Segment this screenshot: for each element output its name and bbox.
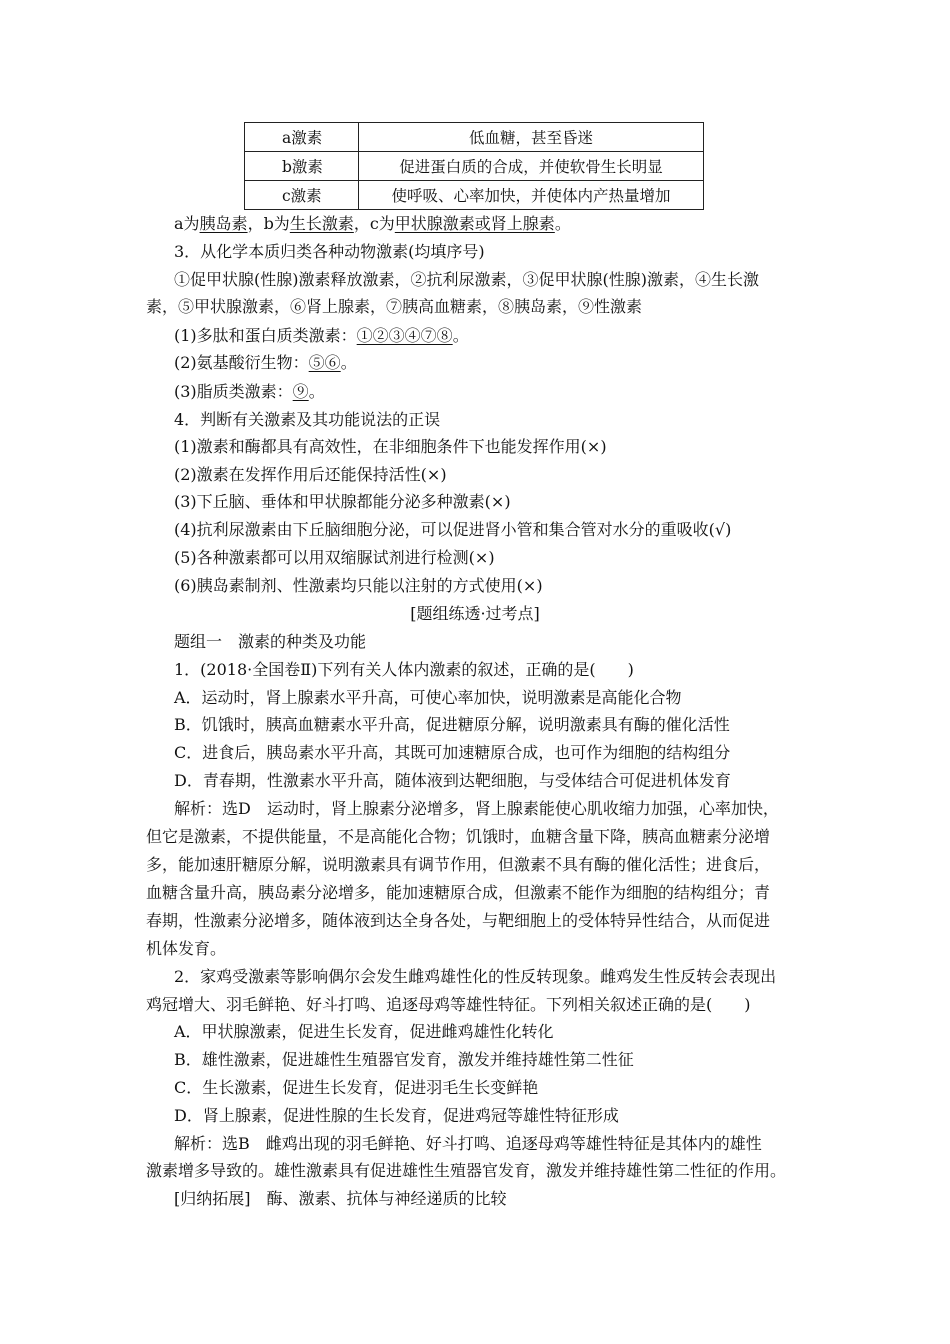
hormone-list-line: ①促甲状腺(性腺)激素释放激素，②抗利尿激素，③促甲状腺(性腺)激素，④生长激 <box>174 270 759 289</box>
summary-heading: [归纳拓展] 酶、激素、抗体与神经递质的比较 <box>174 1189 507 1208</box>
question-stem: 鸡冠增大、羽毛鲜艳、好斗打鸣、追逐母鸡等雄性特征。下列相关叙述正确的是( ) <box>146 995 751 1014</box>
question-label: (1)多肽和蛋白质类激素： <box>174 326 357 345</box>
analysis-line: 解析：选D 运动时，肾上腺素分泌增多，肾上腺素能使心肌收缩力加强，心率加快， <box>174 799 779 818</box>
judgement-item: (3)下丘脑、垂体和甲状腺都能分泌多种激素(×) <box>174 492 511 511</box>
answer-text: ，b为 <box>247 214 290 233</box>
analysis-line: 机体发育。 <box>146 939 227 958</box>
analysis-line: 多，能加速肝糖原分解，说明激素具有调节作用，但激素不具有酶的催化活性；进食后， <box>146 855 771 874</box>
answer-blank: 甲状腺激素或肾上腺素 <box>394 214 555 233</box>
answer-text: a为 <box>174 214 200 233</box>
section3-question <box>174 382 325 402</box>
question-label: (2)氨基酸衍生物： <box>174 353 309 372</box>
judgement-item: (2)激素在发挥作用后还能保持活性(×) <box>174 465 447 484</box>
answer-text: ，c为 <box>353 214 395 233</box>
answer-blank: ①②③④⑦⑧ <box>356 326 453 345</box>
punctuation: 。 <box>452 326 469 345</box>
question-option: B．雄性激素，促进雄性生殖器官发育，激发并维持雄性第二性征 <box>174 1050 634 1069</box>
table-row <box>245 152 704 181</box>
question-label: (3)脂质类激素： <box>174 382 293 401</box>
hormone-list-line: 素，⑤甲状腺激素，⑥肾上腺素，⑦胰高血糖素，⑧胰岛素，⑨性激素 <box>146 297 643 316</box>
hormone-name-cell: b激素 <box>245 152 359 181</box>
question-option: A．运动时，肾上腺素水平升高，可使心率加快，说明激素是高能化合物 <box>174 688 682 707</box>
hormone-table <box>244 122 704 210</box>
question-option: A．甲状腺激素，促进生长发育，促进雌鸡雄性化转化 <box>174 1022 554 1041</box>
table-row <box>245 123 704 152</box>
section3-question <box>174 353 357 373</box>
answer-blank: ⑨ <box>292 382 309 401</box>
judgement-item: (4)抗利尿激素由下丘脑细胞分泌，可以促进肾小管和集合管对水分的重吸收(√) <box>174 520 732 539</box>
punctuation: 。 <box>340 353 357 372</box>
hormone-effect-cell: 使呼吸、心率加快，并使体内产热量增加 <box>359 181 704 210</box>
group-title: 题组一 激素的种类及功能 <box>174 632 367 651</box>
hormone-name-cell: a激素 <box>245 123 359 152</box>
analysis-line: 解析：选B 雌鸡出现的羽毛鲜艳、好斗打鸣、追逐母鸡等雄性特征是其体内的雄性 <box>174 1134 762 1153</box>
hormone-effect-cell: 促进蛋白质的合成，并使软骨生长明显 <box>359 152 704 181</box>
question-option: D．肾上腺素，促进性腺的生长发育，促进鸡冠等雄性特征形成 <box>174 1106 619 1125</box>
punctuation: 。 <box>308 382 325 401</box>
analysis-line: 春期，性激素分泌增多，随体液到达全身各处，与靶细胞上的受体特异性结合，从而促进 <box>146 911 771 930</box>
answer-blank: 生长激素 <box>289 214 354 233</box>
answer-blank: 胰岛素 <box>199 214 248 233</box>
analysis-line: 但它是激素，不提供能量，不是高能化合物；饥饿时，血糖含量下降，胰高血糖素分泌增 <box>146 827 771 846</box>
section3-question <box>174 326 469 346</box>
analysis-line: 血糖含量升高，胰岛素分泌增多，能加速糖原合成，但激素不能作为细胞的结构组分；青 <box>146 883 771 902</box>
table-answer-line <box>174 214 571 234</box>
question-option: C．生长激素，促进生长发育，促进羽毛生长变鲜艳 <box>174 1078 539 1097</box>
judgement-item: (6)胰岛素制剂、性激素均只能以注射的方式使用(×) <box>174 576 543 595</box>
section4-title: 4．判断有关激素及其功能说法的正误 <box>174 410 441 429</box>
judgement-item: (5)各种激素都可以用双缩脲试剂进行检测(×) <box>174 548 495 567</box>
question-stem: 2．家鸡受激素等影响偶尔会发生雌鸡雄性化的性反转现象。雌鸡发生性反转会表现出 <box>174 967 777 986</box>
practice-heading: [题组练透·过考点] <box>410 604 540 623</box>
hormone-effect-cell: 低血糖，甚至昏迷 <box>359 123 704 152</box>
answer-text: 。 <box>554 214 571 233</box>
question-stem: 1．(2018·全国卷Ⅱ)下列有关人体内激素的叙述，正确的是( ) <box>174 660 634 679</box>
section3-title: 3．从化学本质归类各种动物激素(均填序号) <box>174 242 485 261</box>
question-option: C．进食后，胰岛素水平升高，其既可加速糖原合成，也可作为细胞的结构组分 <box>174 743 731 762</box>
judgement-item: (1)激素和酶都具有高效性，在非细胞条件下也能发挥作用(×) <box>174 437 607 456</box>
question-option: D．青春期，性激素水平升高，随体液到达靶细胞，与受体结合可促进机体发育 <box>174 771 731 790</box>
analysis-line: 激素增多导致的。雄性激素具有促进雄性生殖器官发育，激发并维持雄性第二性征的作用。 <box>146 1161 787 1180</box>
question-option: B．饥饿时，胰高血糖素水平升高，促进糖原分解，说明激素具有酶的催化活性 <box>174 715 730 734</box>
hormone-name-cell: c激素 <box>245 181 359 210</box>
table-row <box>245 181 704 210</box>
answer-blank: ⑤⑥ <box>308 353 341 372</box>
